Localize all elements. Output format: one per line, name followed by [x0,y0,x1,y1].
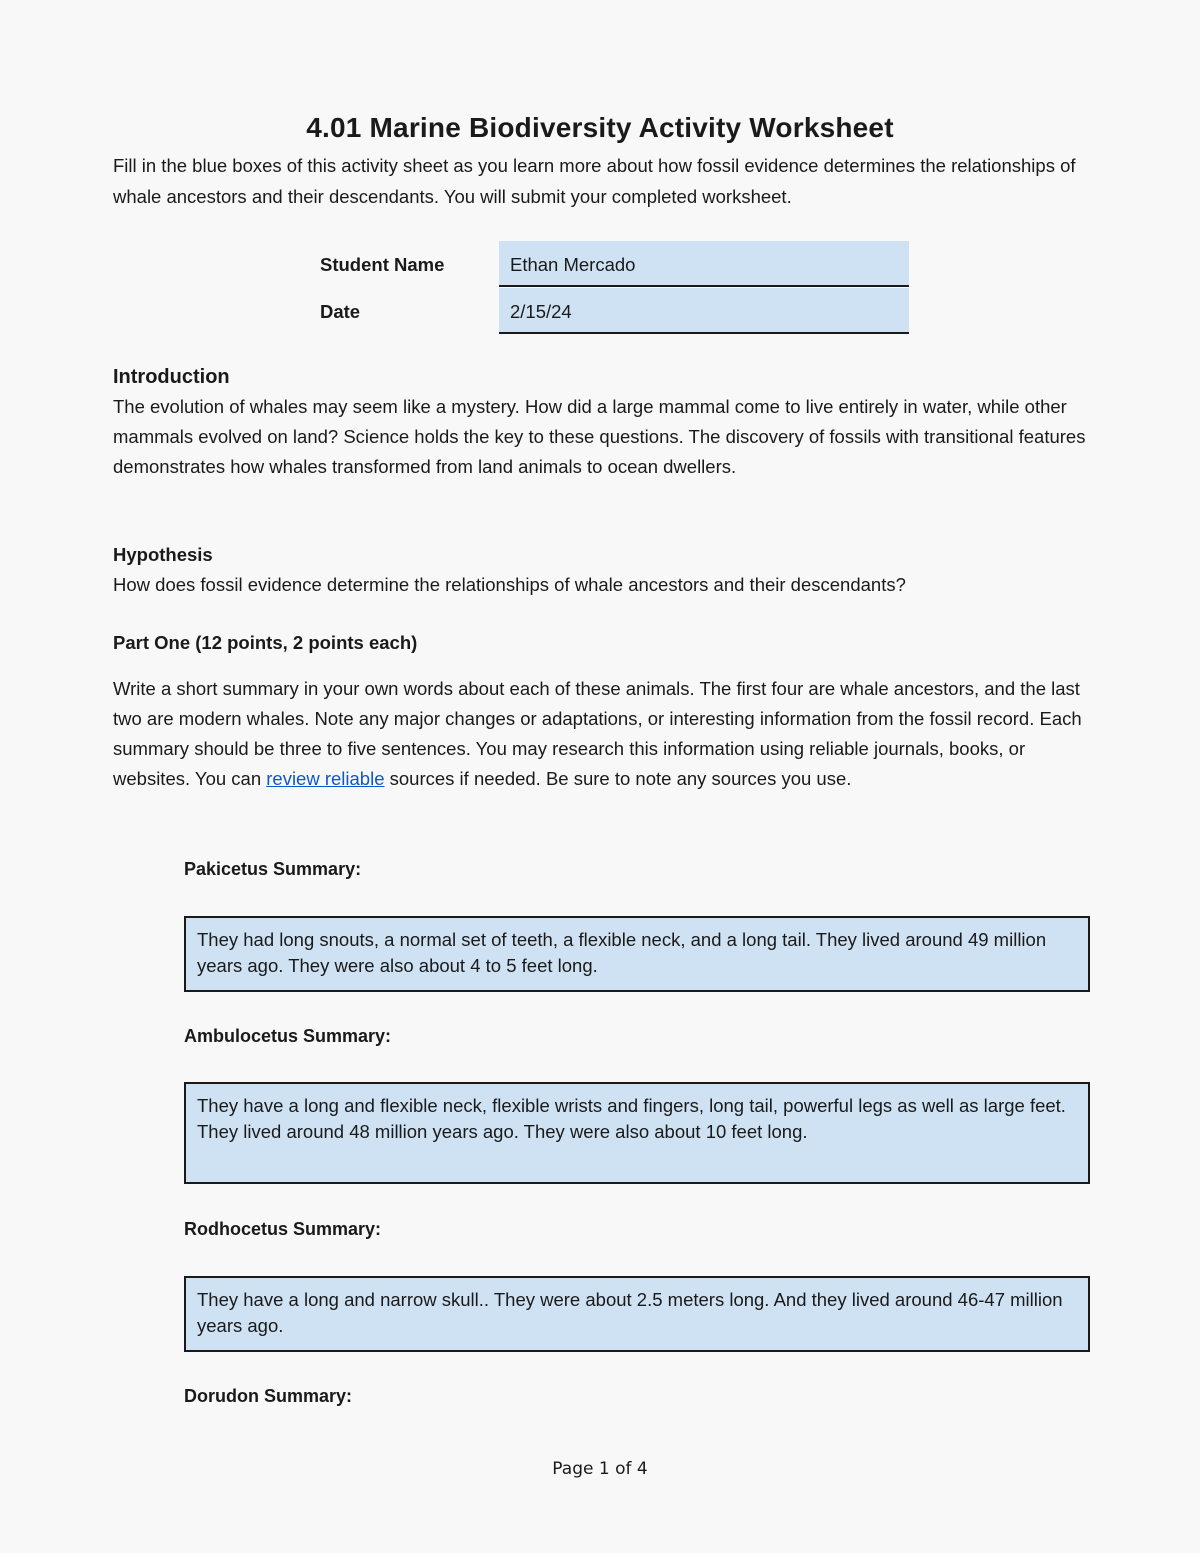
instructions-text: Fill in the blue boxes of this activity sheet as you learn more about how fossil evidence determines the relationships of whale ancestors and their descendants. You will submit your completed worksheet. [113,155,1076,207]
part-one-text [113,674,1088,794]
pakicetus-label: Pakicetus Summary: [184,859,362,879]
rodhocetus-answer-box[interactable]: They have a long and narrow skull.. They were about 2.5 meters long. And they lived around 46-47 million years ago. [184,1276,1090,1352]
date-field[interactable]: 2/15/24 [499,288,909,334]
ambulocetus-answer-box[interactable]: They have a long and flexible neck, flexible wrists and fingers, long tail, powerful legs as well as large feet. They lived around 48 million years ago. They were also about 10 feet long. [184,1082,1090,1184]
page-title: 4.01 Marine Biodiversity Activity Worksheet [306,112,894,143]
student-name-field[interactable]: Ethan Mercado [499,241,909,287]
student-name-row [308,241,909,287]
pakicetus-answer-box[interactable]: They had long snouts, a normal set of teeth, a flexible neck, and a long tail. They lived around 49 million years ago. They were also about 4 to 5 feet long. [184,916,1090,992]
rodhocetus-label: Rodhocetus Summary: [184,1219,382,1239]
hypothesis-section [113,540,1088,600]
date-row [308,288,909,334]
introduction-section [113,362,1088,482]
part-one-text-start: Write a short summary in your own words about each of these animals. The first four are whale ancestors, and the last two are modern whales. Note any major changes or adaptations, or interesting information from the fossil record. Each summary should be three to five sentences. You may research this information using reliable journals, books, or websites. You can [113,678,1082,789]
introduction-heading: Introduction [113,366,230,388]
dorudon-label: Dorudon Summary: [184,1386,353,1406]
hypothesis-text: How does fossil evidence determine the relationships of whale ancestors and their descendants? [113,574,906,595]
student-name-label: Student Name [320,254,445,275]
page-number: Page 1 of 4 [552,1459,648,1479]
introduction-text: The evolution of whales may seem like a mystery. How did a large mammal come to live entirely in water, while other mammals evolved on land? Science holds the key to these questions. The discovery of fossils with transitional features demonstrates how whales transformed from land animals to ocean dwellers. [113,396,1086,477]
part-one-heading: Part One (12 points, 2 points each) [113,632,418,653]
review-reliable-link[interactable]: review reliable [266,768,385,789]
date-label: Date [320,301,361,322]
hypothesis-heading: Hypothesis [113,544,213,565]
student-info-table [308,241,909,335]
part-one-text-end: sources if needed. Be sure to note any sources you use. [384,768,852,789]
ambulocetus-label: Ambulocetus Summary: [184,1026,392,1046]
part-one-section [113,628,1088,794]
